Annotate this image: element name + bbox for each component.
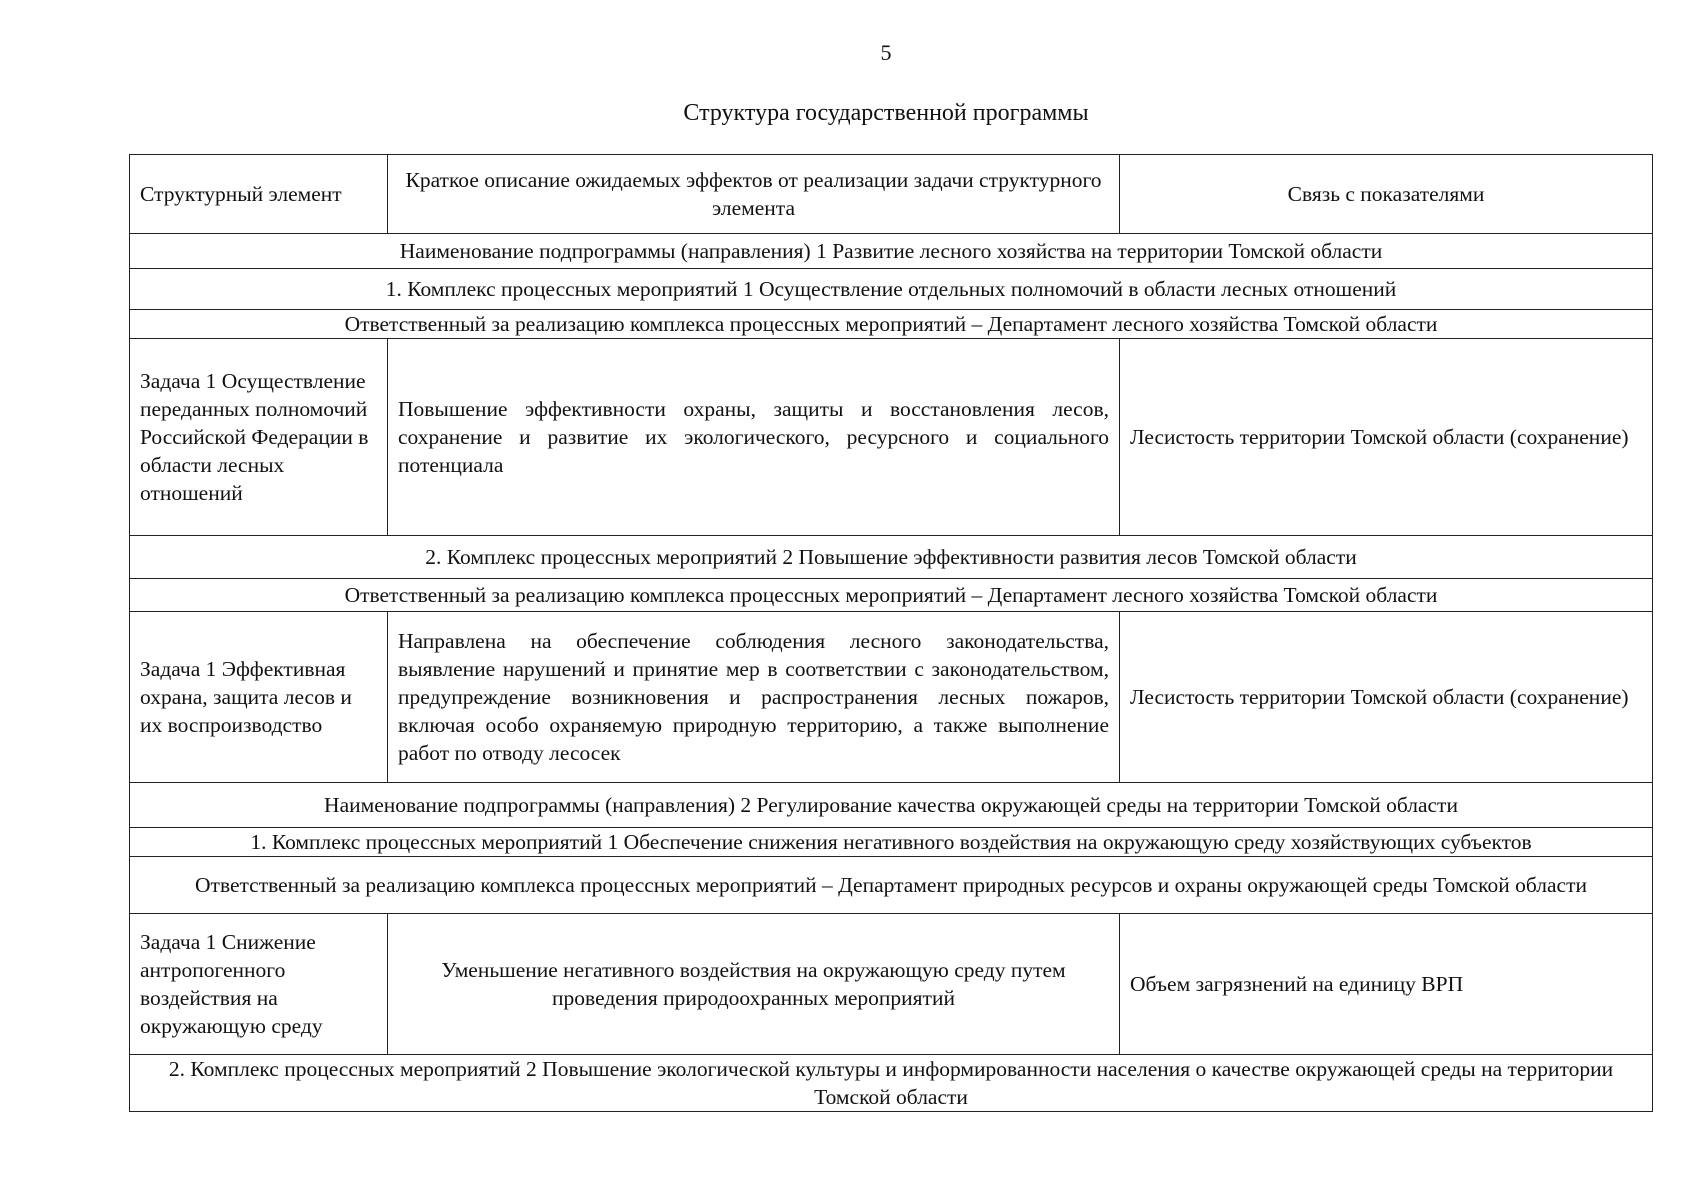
task-2-1-name: Задача 1 Снижение антропогенного воздействия на окружающую среду [130,914,388,1055]
task-1-1-name: Задача 1 Осуществление переданных полномочий Российской Федерации в области лесных отношений [130,339,388,536]
table-row [130,1055,1653,1112]
header-indicators-link: Связь с показателями [1120,155,1653,234]
table-row [130,612,1653,783]
table-row [130,783,1653,828]
document-title: Структура государственной программы [683,100,1089,126]
complex-2-1-name: 1. Комплекс процессных мероприятий 1 Обеспечение снижения негативного воздействия на окружающую среду хозяйствующих субъектов [130,828,1653,857]
complex-2-2-name: 2. Комплекс процессных мероприятий 2 Повышение экологической культуры и информированности населения о качестве окружающей среды на территории Томской области [130,1055,1653,1112]
table-row [130,269,1653,310]
page-number: 5 [880,40,892,65]
header-effects-description: Краткое описание ожидаемых эффектов от реализации задачи структурного элемента [388,155,1120,234]
task-1-1-effect: Повышение эффективности охраны, защиты и восстановления лесов, сохранение и развитие их экологического, ресурсного и социального потенциала [388,339,1120,536]
header-structural-element: Структурный элемент [130,155,388,234]
task-1-2-effect: Направлена на обеспечение соблюдения лесного законодательства, выявление нарушений и принятие мер в соответствии с законодательством, предупреждение возникновения и распространения лесных пожаров, включая особо охраняемую природную территорию, а также выполнение работ по отводу лесосек [388,612,1120,783]
subprogram-2-name: Наименование подпрограммы (направления) 2 Регулирование качества окружающей среды на территории Томской области [130,783,1653,828]
table-row [130,914,1653,1055]
complex-1-2-name: 2. Комплекс процессных мероприятий 2 Повышение эффективности развития лесов Томской области [130,536,1653,579]
table-row [130,234,1653,269]
table-row [130,828,1653,857]
table-row [130,579,1653,612]
table-row [130,536,1653,579]
task-2-1-effect: Уменьшение негативного воздействия на окружающую среду путем проведения природоохранных мероприятий [388,914,1120,1055]
responsible-2-1: Ответственный за реализацию комплекса процессных мероприятий – Департамент природных ресурсов и охраны окружающей среды Томской области [130,857,1653,914]
table-row [130,857,1653,914]
table-row [130,310,1653,339]
program-structure-table [129,154,1653,1112]
task-2-1-indicator: Объем загрязнений на единицу ВРП [1120,914,1653,1055]
complex-1-1-name: 1. Комплекс процессных мероприятий 1 Осуществление отдельных полномочий в области лесных отношений [130,269,1653,310]
task-1-2-name: Задача 1 Эффективная охрана, защита лесов и их воспроизводство [130,612,388,783]
task-1-2-indicator: Лесистость территории Томской области (сохранение) [1120,612,1653,783]
table-row [130,339,1653,536]
responsible-1-1: Ответственный за реализацию комплекса процессных мероприятий – Департамент лесного хозяйства Томской области [130,310,1653,339]
responsible-1-2: Ответственный за реализацию комплекса процессных мероприятий – Департамент лесного хозяйства Томской области [130,579,1653,612]
table-header-row [130,155,1653,234]
subprogram-1-name: Наименование подпрограммы (направления) 1 Развитие лесного хозяйства на территории Томской области [130,234,1653,269]
task-1-1-indicator: Лесистость территории Томской области (сохранение) [1120,339,1653,536]
